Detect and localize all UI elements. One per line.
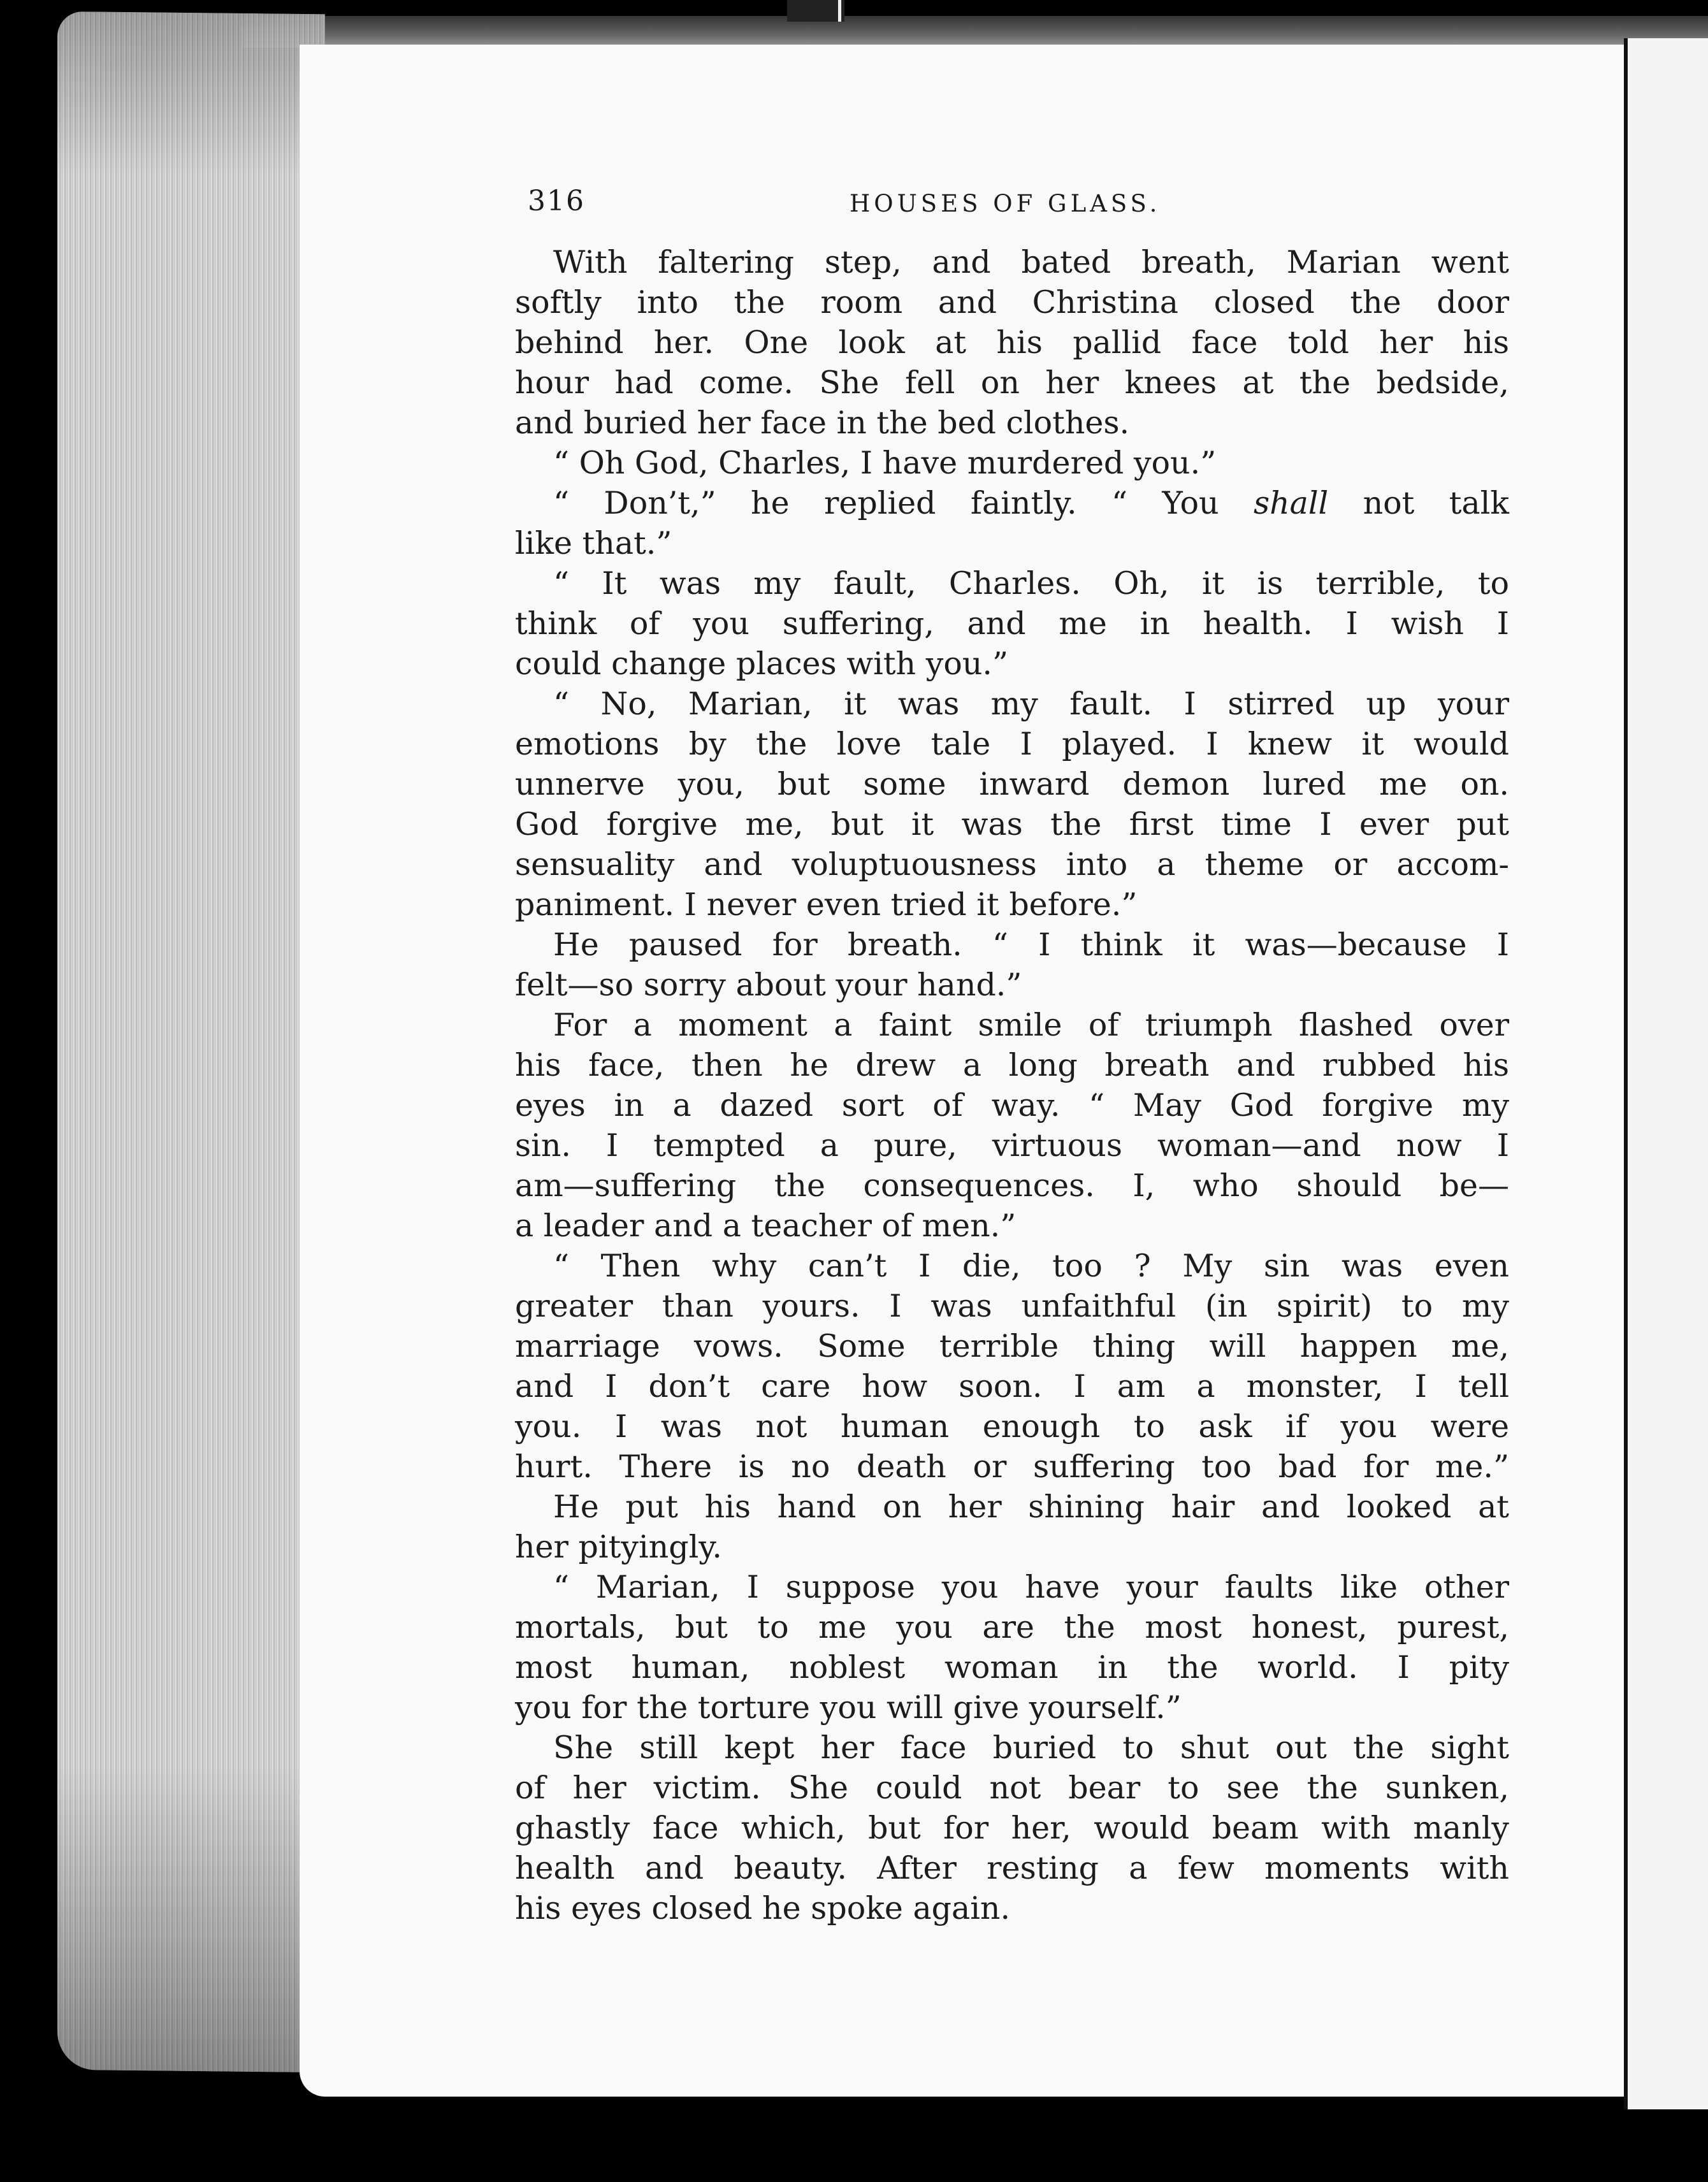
text-line: of her victim. She could not bear to see the sunken,: [515, 1770, 1509, 1806]
text-line: He paused for breath. “ I think it was—because I: [553, 927, 1509, 963]
text-line: could change places with you.”: [515, 646, 1009, 682]
text-line: softly into the room and Christina closed the door: [515, 284, 1509, 321]
text-line: With faltering step, and bated breath, Marian went: [553, 244, 1509, 280]
running-head: HOUSES OF GLASS.: [850, 190, 1161, 217]
text-line: sin. I tempted a pure, virtuous woman—and now I: [515, 1127, 1509, 1164]
text-line: eyes in a dazed sort of way. “ May God forgive my: [515, 1087, 1509, 1124]
text-line: am—suffering the consequences. I, who should be—: [515, 1167, 1509, 1204]
text-line: For a moment a faint smile of triumph flashed over: [553, 1007, 1509, 1043]
text-line: most human, noblest woman in the world. I pity: [515, 1649, 1509, 1686]
text-line: “ It was my fault, Charles. Oh, it is terrible, to: [553, 565, 1509, 602]
text-line: a leader and a teacher of men.”: [515, 1208, 1017, 1244]
text-line: and I don’t care how soon. I am a monster, I tell: [515, 1368, 1509, 1405]
text-line: her pityingly.: [515, 1529, 722, 1565]
text-line: She still kept her face buried to shut out the sight: [553, 1730, 1509, 1766]
bookmark-ribbon: [787, 0, 844, 22]
text-line: think of you suffering, and me in health. I wish I: [515, 605, 1509, 642]
text-line: like that.”: [515, 525, 672, 561]
page-header: [528, 185, 1191, 229]
text-line: God forgive me, but it was the first time I ever put: [515, 806, 1509, 842]
text-line: “ Marian, I suppose you have your faults like other: [553, 1569, 1509, 1605]
text-line: “ No, Marian, it was my fault. I stirred up your: [553, 686, 1509, 722]
text-line: and buried her face in the bed clothes.: [515, 405, 1130, 441]
text-line: his eyes closed he spoke again.: [515, 1890, 1011, 1926]
bookmark-thread: [838, 0, 841, 22]
text-line: his face, then he drew a long breath and rubbed his: [515, 1047, 1509, 1083]
text-line: greater than yours. I was unfaithful (in spirit) to my: [515, 1288, 1509, 1324]
text-line: He put his hand on her shining hair and looked at: [553, 1489, 1509, 1525]
text-line: behind her. One look at his pallid face told her his: [515, 324, 1509, 361]
text-line: emotions by the love tale I played. I knew it would: [515, 726, 1509, 762]
text-line: hour had come. She fell on her knees at the bedside,: [515, 365, 1509, 401]
text-line: “ Don’t,” he replied faintly. “ You shall not talk: [553, 485, 1509, 521]
book-top-edge: [242, 16, 1708, 48]
text-line: “ Then why can’t I die, too ? My sin was even: [553, 1248, 1509, 1284]
text-line: you for the torture you will give yourself.”: [515, 1689, 1182, 1726]
next-page-edge: [1628, 38, 1708, 2109]
text-line: “ Oh God, Charles, I have murdered you.”: [553, 445, 1217, 481]
page-number: 316: [528, 185, 585, 217]
text-line: felt—so sorry about your hand.”: [515, 967, 1022, 1003]
text-line: ghastly face which, but for her, would beam with manly: [515, 1810, 1509, 1846]
text-line: marriage vows. Some terrible thing will happen me,: [515, 1328, 1509, 1364]
text-line: you. I was not human enough to ask if you were: [515, 1408, 1509, 1445]
text-line: paniment. I never even tried it before.”: [515, 886, 1138, 923]
text-line: unnerve you, but some inward demon lured me on.: [515, 766, 1509, 802]
page-edges: [57, 11, 325, 2072]
text-line: sensuality and voluptuousness into a theme or accom-: [515, 846, 1509, 883]
body-text: [515, 242, 1509, 1928]
emphasis-word: shall: [1253, 485, 1329, 521]
text-line: hurt. There is no death or suffering too bad for me.”: [515, 1449, 1509, 1485]
text-line: mortals, but to me you are the most honest, purest,: [515, 1609, 1509, 1645]
text-line: health and beauty. After resting a few moments with: [515, 1850, 1509, 1886]
